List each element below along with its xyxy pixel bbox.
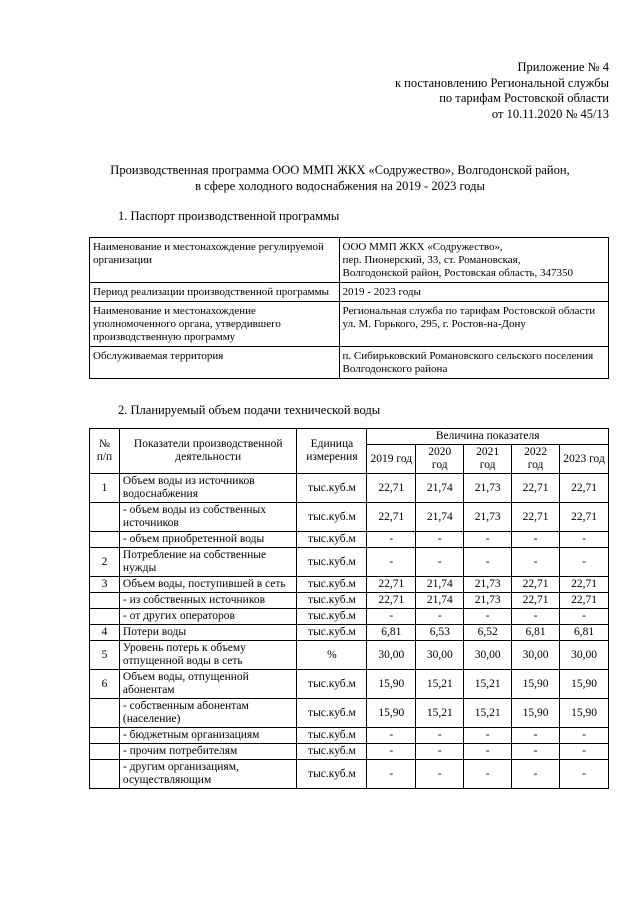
row-unit: тыс.куб.м (297, 625, 367, 641)
row-value: 15,21 (416, 670, 464, 699)
annex-line-4: от 10.11.2020 № 45/13 (491, 106, 609, 121)
row-value: 15,90 (367, 670, 416, 699)
passport-value-line: п. Сибирьковский Романовского сельского поселения Волгодонского района (342, 350, 594, 375)
table-row (90, 593, 609, 609)
row-value: - (416, 532, 464, 548)
row-value: 15,21 (464, 699, 512, 728)
header-value-group: Величина показателя (367, 429, 609, 445)
row-value: 15,90 (367, 699, 416, 728)
header-unit: Единица измерения (297, 429, 367, 474)
row-value: 15,90 (560, 699, 609, 728)
passport-label: Обслуживаемая территория (90, 347, 340, 379)
row-num: 4 (90, 625, 120, 641)
row-num (90, 760, 120, 789)
row-num (90, 728, 120, 744)
row-value: - (367, 609, 416, 625)
row-value: 30,00 (416, 641, 464, 670)
table-row (90, 548, 609, 577)
row-indicator: Объем воды, отпущенной абонентам (119, 670, 297, 699)
row-unit: тыс.куб.м (297, 503, 367, 532)
header-year: 2019 год (367, 445, 416, 474)
row-unit: тыс.куб.м (297, 699, 367, 728)
row-value: - (560, 609, 609, 625)
table-row (90, 625, 609, 641)
row-indicator: - от других операторов (119, 609, 297, 625)
table-row (90, 641, 609, 670)
row-value: - (560, 548, 609, 577)
row-num (90, 593, 120, 609)
row-unit: тыс.куб.м (297, 670, 367, 699)
row-indicator: - бюджетным организациям (119, 728, 297, 744)
row-num: 2 (90, 548, 120, 577)
row-value: 21,73 (464, 503, 512, 532)
passport-value (339, 283, 608, 302)
header-year: 2023 год (560, 445, 609, 474)
row-value: 6,81 (512, 625, 560, 641)
title-line-1: Производственная программа ООО ММП ЖКХ «Содружество», Волгодонской район, (110, 163, 570, 177)
header-indicator: Показатели производственной деятельности (119, 429, 297, 474)
row-value: 21,73 (464, 577, 512, 593)
table-row (90, 670, 609, 699)
row-value: - (512, 744, 560, 760)
passport-value-line: Волгодонской район, Ростовская область, 347350 (342, 267, 574, 279)
passport-table (89, 237, 609, 379)
row-num: 5 (90, 641, 120, 670)
row-value: 15,90 (512, 699, 560, 728)
passport-row (90, 302, 609, 347)
row-value: - (512, 532, 560, 548)
row-num: 3 (90, 577, 120, 593)
row-value: - (367, 728, 416, 744)
passport-value-line: ООО ММП ЖКХ «Содружество», (342, 241, 503, 253)
row-num: 6 (90, 670, 120, 699)
row-value: 30,00 (512, 641, 560, 670)
row-value: 21,74 (416, 577, 464, 593)
passport-value-line: пер. Пионерский, 33, ст. Романовская, (342, 254, 521, 266)
row-unit: тыс.куб.м (297, 474, 367, 503)
row-num (90, 503, 120, 532)
row-value: - (416, 548, 464, 577)
passport-value-line: Региональная служба по тарифам Ростовской области (342, 305, 596, 317)
table-row (90, 474, 609, 503)
row-indicator: Потребление на собственные нужды (119, 548, 297, 577)
row-value: - (512, 548, 560, 577)
row-indicator: - из собственных источников (119, 593, 297, 609)
row-value: 6,81 (367, 625, 416, 641)
section-1-heading: 1. Паспорт производственной программы (118, 209, 340, 223)
row-value: 22,71 (512, 593, 560, 609)
row-value: 22,71 (560, 577, 609, 593)
row-indicator: - объем воды из собственных источников (119, 503, 297, 532)
row-indicator: Уровень потерь к объему отпущенной воды в сеть (119, 641, 297, 670)
row-value: 22,71 (560, 474, 609, 503)
row-value: - (416, 609, 464, 625)
row-unit: тыс.куб.м (297, 593, 367, 609)
row-indicator: - объем приобретенной воды (119, 532, 297, 548)
table-row (90, 760, 609, 789)
row-value: 22,71 (560, 503, 609, 532)
row-value: 22,71 (560, 593, 609, 609)
row-value: 6,52 (464, 625, 512, 641)
row-value: - (512, 760, 560, 789)
row-indicator: Потери воды (119, 625, 297, 641)
passport-value-line: ул. М. Горького, 295, г. Ростов-на-Дону (342, 318, 526, 330)
row-value: - (367, 532, 416, 548)
row-value: - (512, 728, 560, 744)
header-year: 2020 год (416, 445, 464, 474)
header-year: 2021 год (464, 445, 512, 474)
row-value: 22,71 (367, 474, 416, 503)
row-value: 22,71 (512, 577, 560, 593)
row-value: - (464, 760, 512, 789)
row-unit: тыс.куб.м (297, 760, 367, 789)
row-value: 15,21 (464, 670, 512, 699)
passport-label: Наименование и местонахождение уполномоченного органа, утвердившего производственную программу (90, 302, 340, 347)
row-value: - (464, 548, 512, 577)
table-row (90, 728, 609, 744)
table-row (90, 503, 609, 532)
passport-row (90, 238, 609, 283)
row-value: 30,00 (464, 641, 512, 670)
row-value: 15,90 (560, 670, 609, 699)
row-value: - (560, 760, 609, 789)
row-indicator: - другим организациям, осуществляющим (119, 760, 297, 789)
row-value: 22,71 (367, 593, 416, 609)
row-value: 22,71 (367, 577, 416, 593)
row-value: - (464, 609, 512, 625)
row-value: - (367, 744, 416, 760)
row-unit: % (297, 641, 367, 670)
passport-row (90, 283, 609, 302)
row-unit: тыс.куб.м (297, 609, 367, 625)
row-value: - (464, 744, 512, 760)
row-value: 21,74 (416, 503, 464, 532)
row-value: 21,73 (464, 593, 512, 609)
row-indicator: Объем воды, поступившей в сеть (119, 577, 297, 593)
row-value: - (464, 728, 512, 744)
table-row (90, 577, 609, 593)
passport-label: Период реализации производственной программы (90, 283, 340, 302)
table-row (90, 744, 609, 760)
row-value: 30,00 (560, 641, 609, 670)
row-value: 21,74 (416, 474, 464, 503)
row-value: 22,71 (367, 503, 416, 532)
row-value: 6,53 (416, 625, 464, 641)
row-unit: тыс.куб.м (297, 577, 367, 593)
passport-value (339, 302, 608, 347)
row-num (90, 744, 120, 760)
passport-value-line: 2019 - 2023 годы (342, 286, 421, 298)
row-num: 1 (90, 474, 120, 503)
table-row (90, 609, 609, 625)
row-value: - (560, 744, 609, 760)
row-unit: тыс.куб.м (297, 744, 367, 760)
header-num: № п/п (90, 429, 120, 474)
row-value: - (416, 728, 464, 744)
passport-value (339, 347, 608, 379)
row-indicator: - собственным абонентам (население) (119, 699, 297, 728)
row-value: 22,71 (512, 474, 560, 503)
annex-block (395, 60, 609, 122)
row-value: - (560, 532, 609, 548)
annex-line-1: Приложение № 4 (517, 60, 609, 74)
annex-line-3: по тарифам Ростовской области (439, 91, 609, 105)
row-value: - (464, 532, 512, 548)
passport-row (90, 347, 609, 379)
row-value: 21,74 (416, 593, 464, 609)
row-value: 30,00 (367, 641, 416, 670)
title-line-2: в сфере холодного водоснабжения на 2019 - 2023 годы (195, 178, 485, 193)
table-row (90, 699, 609, 728)
row-value: - (367, 548, 416, 577)
row-value: 15,21 (416, 699, 464, 728)
document-title (60, 163, 620, 194)
row-unit: тыс.куб.м (297, 548, 367, 577)
row-indicator: Объем воды из источников водоснабжения (119, 474, 297, 503)
volume-table (89, 428, 609, 789)
row-value: - (560, 728, 609, 744)
row-num (90, 532, 120, 548)
section-2-heading: 2. Планируемый объем подачи технической воды (118, 403, 381, 417)
row-unit: тыс.куб.м (297, 532, 367, 548)
header-year: 2022 год (512, 445, 560, 474)
row-value: 22,71 (512, 503, 560, 532)
row-indicator: - прочим потребителям (119, 744, 297, 760)
row-value: 21,73 (464, 474, 512, 503)
table-row (90, 532, 609, 548)
annex-line-2: к постановлению Региональной службы (394, 75, 609, 90)
row-value: - (416, 744, 464, 760)
row-value: 6,81 (560, 625, 609, 641)
row-value: - (512, 609, 560, 625)
row-value: - (416, 760, 464, 789)
row-num (90, 609, 120, 625)
passport-label: Наименование и местонахождение регулируемой организации (90, 238, 340, 283)
passport-value (339, 238, 608, 283)
row-unit: тыс.куб.м (297, 728, 367, 744)
row-value: - (367, 760, 416, 789)
row-num (90, 699, 120, 728)
row-value: 15,90 (512, 670, 560, 699)
